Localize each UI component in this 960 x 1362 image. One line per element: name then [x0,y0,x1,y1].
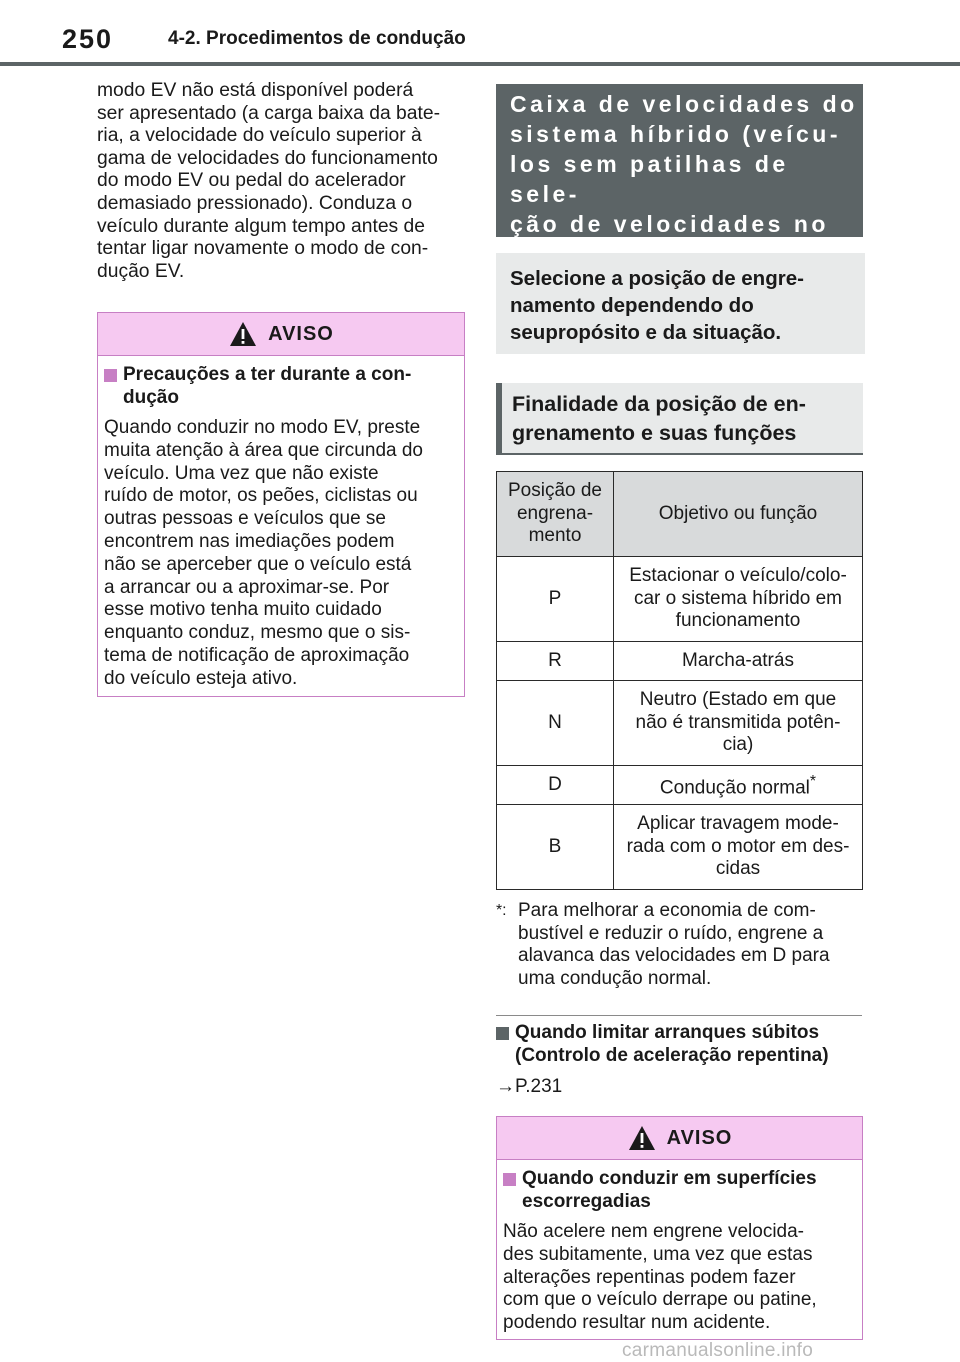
topic-heading-text: Quando limitar arranques súbitos (Controlo de aceleração repentina) [515,1022,829,1066]
subsection-heading [496,383,863,455]
warning-title: AVISO [268,322,334,345]
divider [496,1015,862,1016]
gear-function-cell: Neutro (Estado em que não é transmitida potên- cia) [614,681,863,766]
table-row [497,642,863,681]
gear-function-cell: Aplicar travagem mode- rada com o motor em des- cidas [614,805,863,890]
table-body [497,557,863,890]
warning-triangle-icon [228,320,258,348]
table-row [497,766,863,805]
warning-title: AVISO [666,1126,733,1149]
warning-box-ev [97,312,465,697]
square-bullet-icon [104,369,117,382]
table-row [497,681,863,766]
footnote-mark: *: [496,902,507,919]
section-title: 4-2. Procedimentos de condução [168,28,466,49]
page-reference-link[interactable]: →P.231 [496,1076,563,1097]
intro-text: Selecione a posição de engre-namento dependendo do seupropósito e da situação. [510,267,804,344]
gear-position-cell: B [497,805,614,890]
section-banner-text: Caixa de velocidades do sistema híbrido (veícu- los sem patilhas de sele- ção de velocidades no [510,91,858,237]
warning-header [98,313,464,356]
header-position: Posição de engrena- mento [497,472,614,557]
section-banner [496,84,863,237]
page-header [0,0,960,66]
gear-function-cell: Marcha-atrás [614,642,863,681]
page-number: 250 [62,24,114,54]
square-bullet-icon [503,1173,516,1186]
gear-position-cell: R [497,642,614,681]
warning-body [497,1160,862,1345]
warning-body [98,356,464,701]
warning-subheading-text: Quando conduzir em superfícies escorregadias [522,1168,817,1212]
topic-heading [496,1022,864,1067]
warning-box-slippery [496,1116,863,1340]
table-header-row [497,472,863,557]
warning-triangle-icon [627,1124,657,1152]
gear-position-cell: P [497,557,614,642]
warning-subheading [503,1168,854,1213]
footnote-text: Para melhorar a economia de com- bustível e reduzir o ruído, engrene a alavanca das velocidades em D para uma condução normal. [518,900,830,989]
table-row [497,557,863,642]
warning-text: Quando conduzir no modo EV, preste muita atenção à área que circunda do veículo. Uma vez que não existe ruído de motor, os peões, ciclistas ou outras pessoas e veículos que se encontrem nas imediações podem não se aperceber que o veículo está a arrancar ou a aproximar-se. Por esse motivo tenha muito cuidado enquanto conduz, mesmo que o sis- tema de notificação de aproximação do veículo esteja ativo. [104,417,423,689]
gear-function-cell: Condução normal* [614,766,863,805]
warning-text: Não acelere nem engrene velocida- des subitamente, uma vez que estas alterações repentinas podem fazer com que o veículo derrape ou patine, podendo resultar num acidente. [503,1221,817,1334]
footnote-marker: * [809,772,817,790]
intro-box [496,253,865,354]
watermark: carmanualsonline.info [622,1340,814,1361]
footnote [496,900,864,990]
subsection-heading-text: Finalidade da posição de en- grenamento e suas funções [512,392,806,445]
left-paragraph [97,80,465,283]
gear-position-table [496,471,863,890]
body-paragraph: modo EV não está disponível poderá ser apresentado (a carga baixa da bate- ria, a velocidade do veículo superior à gama de velocidades do funcionamento do modo EV ou pedal do acelerador demasiado pressionado). Conduza o veículo durante algum tempo antes de tentar ligar novamente o modo de con- dução EV. [97,80,440,282]
gear-position-cell: N [497,681,614,766]
header-function: Objetivo ou função [614,472,863,557]
warning-subheading [104,364,456,409]
gear-function-cell: Estacionar o veículo/colo- car o sistema híbrido em funcionamento [614,557,863,642]
warning-subheading-text: Precauções a ter durante a con- dução [123,364,412,408]
square-bullet-icon [496,1027,509,1040]
header-rule [0,62,960,66]
warning-header [497,1117,862,1160]
table-row [497,805,863,890]
gear-position-cell: D [497,766,614,805]
